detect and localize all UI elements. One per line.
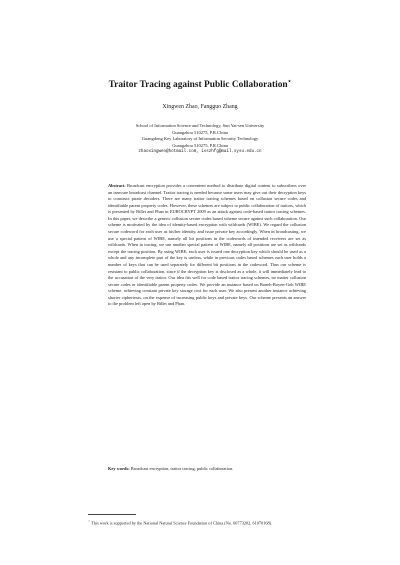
abstract-body: Broadcast encryption provides a convenient method to distribute digital content to subscribers over an insecure broadcast channel. Traitor tracing is needed because some users may give out their decryption keys to construct pirate decoders. There are many traitor tracing schemes based on collusion secure codes and identifiable parent property codes. However, these schemes are subject to public collaboration of traitors, which is presented by Billet and Phan in EUROCRYPT 2009 as an attack against code-based traitor tracing schemes. In this paper, we describe a generic collusion secure codes based scheme secure against such collaboration. Our scheme is motivated by the idea of identity-based encryption with wildcards (WIBE). We regard the collusion secure codeword for each user as his/her identity, and issue private key accordingly. When in broadcasting, we use a special pattern of WIBE, namely all bit positions in the codewords of intended receivers are set as wildcards. When in tracing, we use another special pattern of WIBE, namely all positions are set as wildcards except the tracing position. By using WIBE, each user is issued one decryption key which should be used as a whole and any incomplete part of the key is useless, while in previous codes based schemes each user holds a number of keys that can be used separately for different bit positions in the codeword. Thus our scheme is resistant to public collaboration, since if the decryption key is disclosed as a whole, it will immediately lead to the accusation of the very traitor. Our idea fits well for code based traitor tracing schemes, no matter collusion secure codes or identifiable parent property codes. We provide an instance based on Boneh-Boyen-Goh WIBE scheme, achieving constant private key storage cost for each user. We also present another instance achieving shorter ciphertexts, on the expense of increasing public keys and private keys. Our scheme presents an answer to the problem left open by Billet and Phan. [108,183,306,307]
paper-authors: Xingwen Zhao, Fangguo Zhang [162,104,238,110]
affiliation-line: Guangzhou 510275, P.R.China [172,142,228,148]
author-emails: zhaoxingwen@hotmail.com, isszhfg@mail.sysu.edu.cn [138,150,262,155]
footnote [88,518,310,527]
footnote-marker: ⋆ [88,519,91,523]
footnote-text: This work is supported by the National Natural Science Foundation of China (No. 60773202, 61070168). [91,520,273,526]
title-footnote-marker: ⋆ [287,79,292,85]
affiliation-line: Guangdong Key Laboratory of Information Security Technology [141,136,259,142]
keywords-body: Broadcast encryption, traitor tracing, public collaboration. [130,466,234,471]
paper-title-text: Traitor Tracing against Public Collaboration [108,80,288,91]
affiliation-line: Guangzhou 510275, P.R.China [172,129,228,135]
affiliation-line: School of Information Science and Technology, Sun Yat-sen University [135,123,265,128]
abstract-heading: Abstract. [108,183,126,188]
affiliation-block [60,123,340,156]
keywords-heading: Key words: [108,466,130,471]
keywords [108,466,306,473]
paper-title [40,78,360,90]
abstract [108,183,306,308]
footnote-divider [88,514,136,515]
